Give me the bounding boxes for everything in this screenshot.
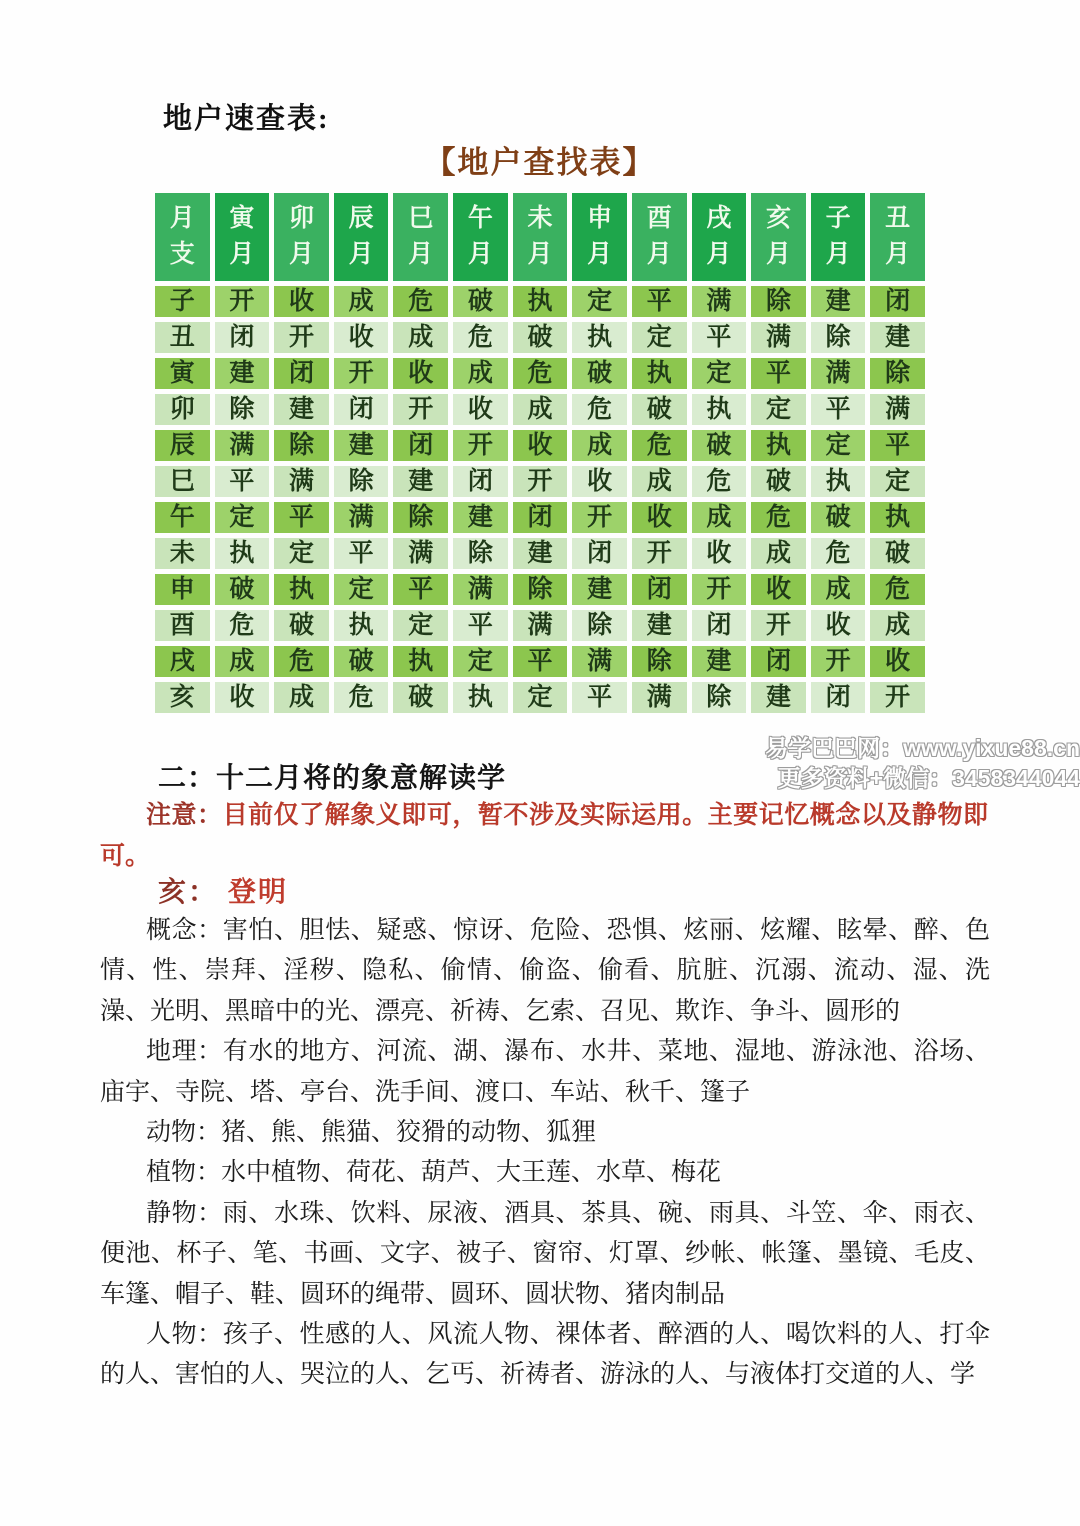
table-cell: 除 — [692, 682, 747, 713]
table-cell: 满 — [513, 610, 568, 641]
table-cell: 收 — [513, 430, 568, 461]
table-cell: 危 — [692, 466, 747, 497]
subsection-heading — [158, 870, 288, 910]
table-cell: 建 — [453, 502, 508, 533]
table-month-header: 未 月 — [513, 193, 568, 281]
table-cell: 闭 — [870, 286, 925, 317]
table-month-header: 卯 月 — [274, 193, 329, 281]
table-cell: 破 — [393, 682, 448, 713]
table-cell: 执 — [632, 358, 687, 389]
category-label: 静物： — [146, 1199, 223, 1227]
table-cell: 定 — [513, 682, 568, 713]
table-cell: 闭 — [393, 430, 448, 461]
table-month-header: 戌 月 — [692, 193, 747, 281]
table-cell: 定 — [274, 538, 329, 569]
table-row-label: 辰 — [155, 430, 210, 461]
table-row-label: 未 — [155, 538, 210, 569]
table-cell: 开 — [572, 502, 627, 533]
subsection-branch-label: 亥： — [158, 877, 219, 908]
table-cell: 收 — [572, 466, 627, 497]
table-cell: 成 — [215, 646, 270, 677]
lookup-table — [155, 193, 925, 713]
table-cell: 危 — [334, 682, 389, 713]
table-cell: 满 — [274, 466, 329, 497]
table-cell: 收 — [811, 610, 866, 641]
table-cell: 危 — [453, 322, 508, 353]
table-cell: 破 — [870, 538, 925, 569]
table-cell: 执 — [334, 610, 389, 641]
table-cell: 危 — [751, 502, 806, 533]
notice-label: 注意： — [146, 802, 223, 829]
table-cell: 开 — [453, 430, 508, 461]
table-cell: 定 — [692, 358, 747, 389]
table-cell: 闭 — [334, 394, 389, 425]
table-cell: 成 — [572, 430, 627, 461]
table-cell: 执 — [274, 574, 329, 605]
table-cell: 定 — [215, 502, 270, 533]
table-cell: 闭 — [632, 574, 687, 605]
table-cell: 满 — [632, 682, 687, 713]
table-month-header: 子 月 — [811, 193, 866, 281]
table-cell: 定 — [870, 466, 925, 497]
page-title: 地户速查表: — [163, 103, 330, 135]
table-cell: 除 — [334, 466, 389, 497]
notice-paragraph — [100, 795, 988, 877]
table-cell: 定 — [751, 394, 806, 425]
table-cell: 执 — [513, 286, 568, 317]
table-cell: 破 — [334, 646, 389, 677]
table-cell: 建 — [215, 358, 270, 389]
table-cell: 平 — [513, 646, 568, 677]
table-cell: 平 — [692, 322, 747, 353]
table-cell: 收 — [870, 646, 925, 677]
table-cell: 建 — [811, 286, 866, 317]
table-cell: 危 — [393, 286, 448, 317]
category-label: 动物： — [146, 1119, 222, 1147]
table-cell: 开 — [215, 286, 270, 317]
table-cell: 平 — [572, 682, 627, 713]
table-cell: 满 — [870, 394, 925, 425]
table-month-header: 辰 月 — [334, 193, 389, 281]
table-cell: 开 — [513, 466, 568, 497]
table-cell: 执 — [870, 502, 925, 533]
table-cell: 建 — [572, 574, 627, 605]
table-cell: 定 — [453, 646, 508, 677]
subsection-branch-name: 登明 — [228, 877, 289, 908]
table-cell: 定 — [572, 286, 627, 317]
table-cell: 执 — [393, 646, 448, 677]
table-cell: 满 — [453, 574, 508, 605]
table-cell: 执 — [215, 538, 270, 569]
table-cell: 危 — [215, 610, 270, 641]
table-cell: 成 — [870, 610, 925, 641]
table-cell: 闭 — [811, 682, 866, 713]
table-cell: 闭 — [572, 538, 627, 569]
category-paragraph: 动物：猪、熊、熊猫、狡猾的动物、狐狸 — [146, 1119, 597, 1147]
notice-text: 目前仅了解象义即可，暂不涉及实际运用。主要记忆概念以及静物即可。 — [100, 802, 988, 870]
watermark — [765, 733, 1080, 793]
table-cell: 破 — [274, 610, 329, 641]
table-row-label: 戌 — [155, 646, 210, 677]
table-month-header: 酉 月 — [632, 193, 687, 281]
table-cell: 开 — [751, 610, 806, 641]
table-cell: 满 — [692, 286, 747, 317]
table-month-header: 巳 月 — [393, 193, 448, 281]
table-cell: 建 — [870, 322, 925, 353]
table-row-label: 丑 — [155, 322, 210, 353]
table-cell: 破 — [572, 358, 627, 389]
table-cell: 满 — [215, 430, 270, 461]
category-list — [100, 911, 990, 1396]
table-cell: 除 — [870, 358, 925, 389]
table-row-label: 子 — [155, 286, 210, 317]
table-cell: 成 — [393, 322, 448, 353]
watermark-line-1: 易学巴巴网：www.yixue88.cn — [765, 735, 1080, 761]
category-paragraph: 人物：孩子、性感的人、风流人物、裸体者、醉酒的人、喝饮料的人、打伞的人、害怕的人、哭泣的人、乞丐、祈祷者、游泳的人、与液体打交道的人、学 — [100, 1321, 990, 1389]
table-cell: 平 — [453, 610, 508, 641]
table-cell: 建 — [334, 430, 389, 461]
table-cell: 建 — [274, 394, 329, 425]
table-month-header: 午 月 — [453, 193, 508, 281]
table-row-label: 卯 — [155, 394, 210, 425]
table-cell: 破 — [513, 322, 568, 353]
table-cell: 执 — [692, 394, 747, 425]
table-cell: 平 — [870, 430, 925, 461]
category-paragraph: 地理：有水的地方、河流、湖、瀑布、水井、菜地、湿地、游泳池、浴场、庙宇、寺院、塔、亭台、洗手间、渡口、车站、秋千、篷子 — [100, 1038, 990, 1106]
table-cell: 收 — [692, 538, 747, 569]
table-cell: 建 — [513, 538, 568, 569]
section-heading: 二：十二月将的象意解读学 — [158, 763, 507, 794]
table-cell: 开 — [692, 574, 747, 605]
table-cell: 破 — [692, 430, 747, 461]
table-cell: 闭 — [513, 502, 568, 533]
category-label: 地理： — [146, 1038, 223, 1066]
table-cell: 定 — [393, 610, 448, 641]
table-cell: 危 — [274, 646, 329, 677]
table-cell: 满 — [572, 646, 627, 677]
table-cell: 除 — [632, 646, 687, 677]
table-cell: 收 — [215, 682, 270, 713]
table-corner-cell: 月 支 — [155, 193, 210, 281]
table-cell: 危 — [811, 538, 866, 569]
table-cell: 收 — [393, 358, 448, 389]
table-cell: 闭 — [692, 610, 747, 641]
table-cell: 除 — [215, 394, 270, 425]
table-cell: 破 — [215, 574, 270, 605]
table-cell: 破 — [751, 466, 806, 497]
table-cell: 成 — [632, 466, 687, 497]
table-cell: 定 — [632, 322, 687, 353]
table-cell: 成 — [751, 538, 806, 569]
table-cell: 满 — [334, 502, 389, 533]
table-cell: 收 — [274, 286, 329, 317]
table-cell: 成 — [453, 358, 508, 389]
table-cell: 开 — [811, 646, 866, 677]
table-cell: 除 — [751, 286, 806, 317]
table-cell: 建 — [393, 466, 448, 497]
table-cell: 平 — [811, 394, 866, 425]
table-month-header: 亥 月 — [751, 193, 806, 281]
table-cell: 危 — [632, 430, 687, 461]
table-row-label: 酉 — [155, 610, 210, 641]
category-label: 概念： — [146, 917, 223, 944]
table-cell: 闭 — [751, 646, 806, 677]
table-cell: 定 — [334, 574, 389, 605]
table-cell: 除 — [513, 574, 568, 605]
table-cell: 除 — [393, 502, 448, 533]
table-cell: 平 — [215, 466, 270, 497]
category-label: 人物： — [146, 1321, 223, 1349]
category-paragraph: 概念：害怕、胆怯、疑惑、惊讶、危险、恐惧、炫丽、炫耀、眩晕、醉、色情、性、崇拜、淫秽、隐私、偷情、偷盗、偷看、肮脏、沉溺、流动、湿、洗澡、光明、黑暗中的光、漂亮、祈祷、乞索、召见、欺诈、争斗、圆形的 — [100, 917, 990, 1025]
table-cell: 平 — [393, 574, 448, 605]
table-cell: 开 — [632, 538, 687, 569]
table-cell: 平 — [632, 286, 687, 317]
table-cell: 开 — [393, 394, 448, 425]
table-cell: 危 — [513, 358, 568, 389]
table-cell: 破 — [632, 394, 687, 425]
table-cell: 建 — [692, 646, 747, 677]
table-cell: 平 — [334, 538, 389, 569]
table-cell: 建 — [632, 610, 687, 641]
table-cell: 除 — [274, 430, 329, 461]
table-cell: 成 — [274, 682, 329, 713]
table-month-header: 丑 月 — [870, 193, 925, 281]
table-row-label: 寅 — [155, 358, 210, 389]
table-cell: 建 — [751, 682, 806, 713]
table-cell: 除 — [453, 538, 508, 569]
table-cell: 平 — [751, 358, 806, 389]
table-row-label: 申 — [155, 574, 210, 605]
table-cell: 收 — [334, 322, 389, 353]
table-cell: 成 — [811, 574, 866, 605]
category-paragraph: 植物：水中植物、荷花、葫芦、大王莲、水草、梅花 — [146, 1159, 722, 1187]
table-cell: 开 — [274, 322, 329, 353]
table-month-header: 申 月 — [572, 193, 627, 281]
table-cell: 执 — [572, 322, 627, 353]
table-title: 【地户查找表】 — [424, 145, 656, 180]
table-cell: 执 — [453, 682, 508, 713]
table-cell: 平 — [274, 502, 329, 533]
watermark-line-2: 更多资料+微信：3458344044 — [777, 765, 1080, 791]
table-cell: 成 — [334, 286, 389, 317]
table-month-header: 寅 月 — [215, 193, 270, 281]
category-label: 植物： — [146, 1159, 222, 1187]
table-cell: 危 — [572, 394, 627, 425]
table-cell: 定 — [811, 430, 866, 461]
table-row-label: 亥 — [155, 682, 210, 713]
category-paragraph: 静物：雨、水珠、饮料、尿液、酒具、茶具、碗、雨具、斗笠、伞、雨衣、便池、杯子、笔、书画、文字、被子、窗帘、灯罩、纱帐、帐篷、墨镜、毛皮、车篷、帽子、鞋、圆环的绳带、圆环、圆状物、猪肉制品 — [100, 1199, 990, 1308]
table-cell: 破 — [453, 286, 508, 317]
table-cell: 闭 — [215, 322, 270, 353]
table-cell: 除 — [811, 322, 866, 353]
table-cell: 执 — [751, 430, 806, 461]
table-cell: 成 — [513, 394, 568, 425]
table-cell: 满 — [751, 322, 806, 353]
table-cell: 满 — [811, 358, 866, 389]
table-cell: 满 — [393, 538, 448, 569]
table-cell: 危 — [870, 574, 925, 605]
table-cell: 开 — [334, 358, 389, 389]
table-row-label: 巳 — [155, 466, 210, 497]
table-cell: 闭 — [274, 358, 329, 389]
table-cell: 执 — [811, 466, 866, 497]
table-cell: 收 — [751, 574, 806, 605]
table-row-label: 午 — [155, 502, 210, 533]
table-cell: 收 — [632, 502, 687, 533]
table-cell: 开 — [870, 682, 925, 713]
table-cell: 收 — [453, 394, 508, 425]
table-cell: 除 — [572, 610, 627, 641]
table-cell: 成 — [692, 502, 747, 533]
table-cell: 闭 — [453, 466, 508, 497]
table-cell: 破 — [811, 502, 866, 533]
